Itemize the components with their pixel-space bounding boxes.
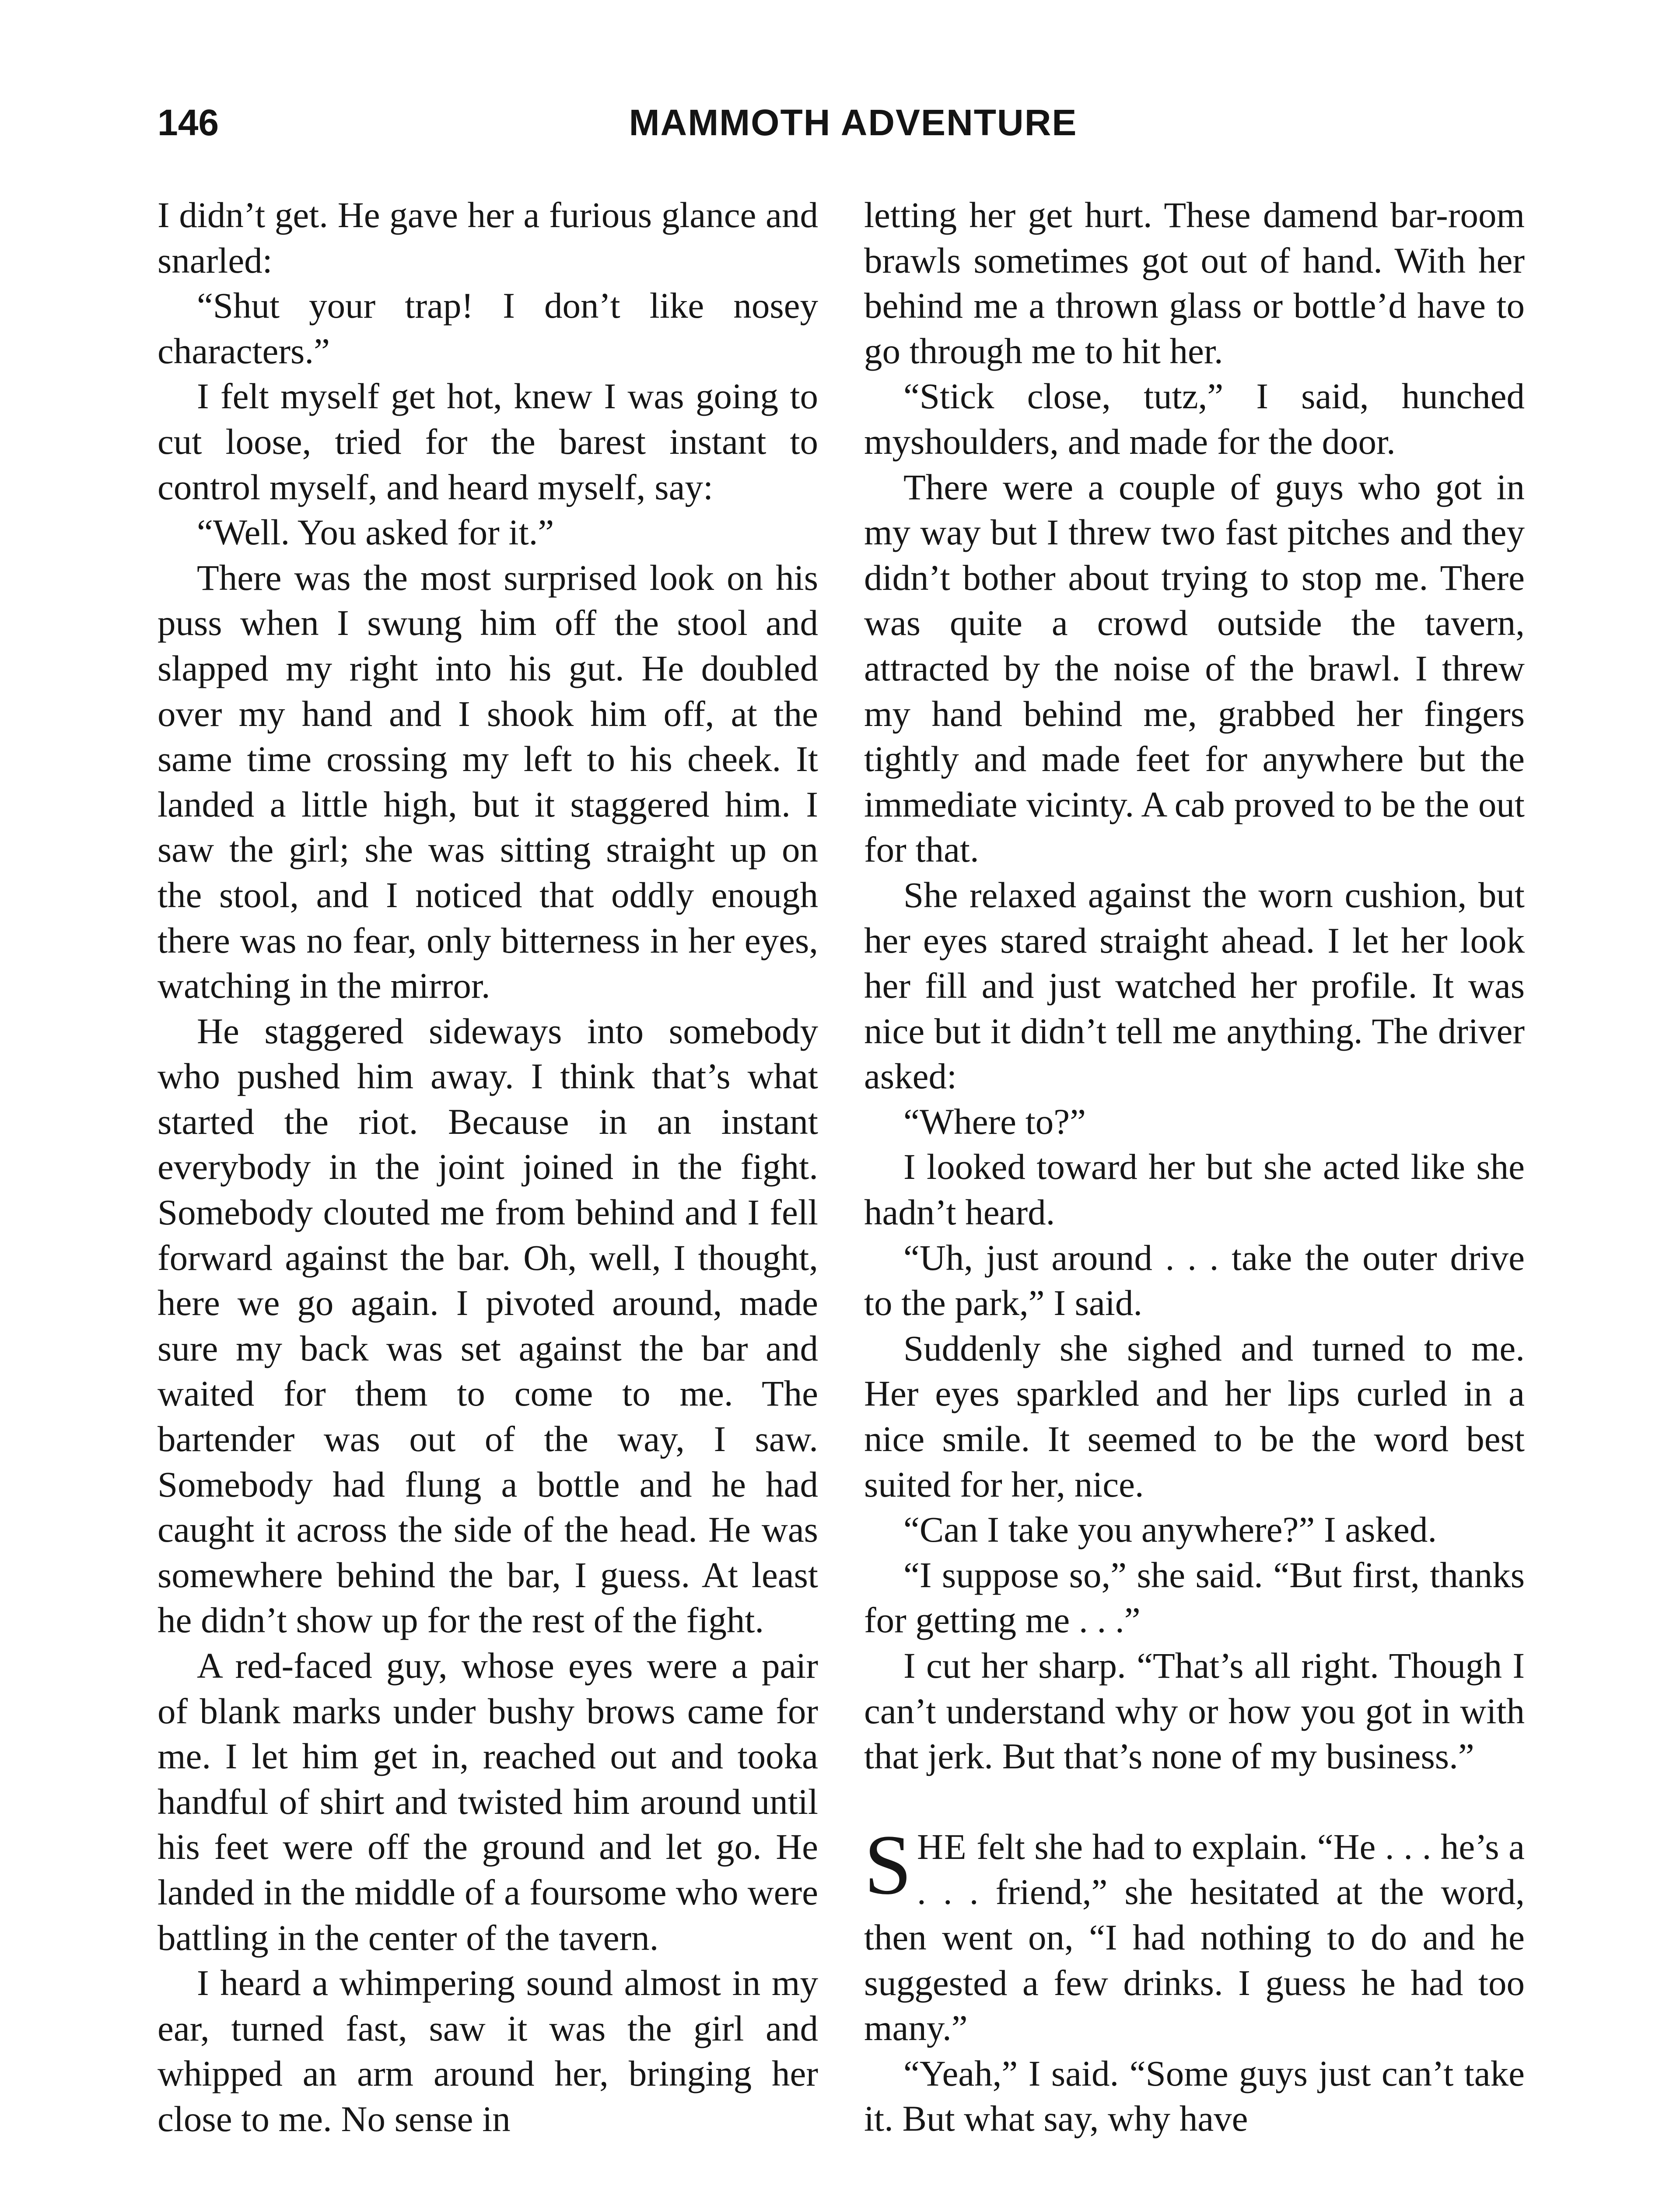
paragraph: There was the most surprised look on his puss when I swung him off the stool and slapped my right into his gut. He doubled over my hand and I shook him off, at the same time crossing my left to his cheek. It landed a little high, but it staggered him. I saw the girl; she was sitting straight up on the stool, and I noticed that oddly enough there was no fear, only bitterness in her eyes, watching in the mirror. xyxy=(158,557,818,1006)
paragraph: He staggered sideways into somebody who pushed him away. I think that’s what started the riot. Because in an instant everybody in the joint joined in the fight. Somebody clouted me from behind and I fell forward against the bar. Oh, well, I thought, here we go again. I pivoted around, made sure my back was set against the bar and waited for them to come to me. The bartender was out of the way, I saw. Somebody had flung a bottle and he had caught it across the side of the head. He was somewhere behind the bar, I guess. At least he didn’t show up for the rest of the fight. xyxy=(158,1010,818,1641)
paragraph: letting her get hurt. These damend bar-room brawls sometimes got out of hand. With her behind me a thrown glass or bottle’d have to go through me to hit her. xyxy=(864,195,1525,371)
paragraph: “Uh, just around . . . take the outer drive to the park,” I said. xyxy=(864,1237,1525,1323)
running-title: MAMMOTH ADVENTURE xyxy=(629,102,1078,143)
section-opening-paragraph xyxy=(864,1817,1525,2051)
paragraph: I looked toward her but she acted like she hadn’t heard. xyxy=(864,1147,1525,1233)
paragraph: “Can I take you anywhere?” I asked. xyxy=(903,1509,1437,1550)
paragraph: There were a couple of guys who got in my way but I threw two fast pitches and they didn’t bother about trying to stop me. There was quite a crowd outside the tavern, attracted by the noise of the brawl. I threw my hand behind me, grabbed her fingers tightly and made feet for anywhere but the immediate vicinty. A cab proved to be the out for that. xyxy=(864,466,1525,870)
paragraph: Suddenly she sighed and turned to me. Her eyes sparkled and her lips curled in a nice smile. It seemed to be the word best suited for her, nice. xyxy=(864,1328,1525,1504)
paragraph: “I suppose so,” she said. “But first, thanks for getting me . . .” xyxy=(864,1554,1525,1641)
paragraph: She relaxed against the worn cushion, but her eyes stared straight ahead. I let her look her fill and just watched her profile. It was nice but it didn’t tell me anything. The driver asked: xyxy=(864,874,1525,1097)
paragraph: A red-faced guy, whose eyes were a pair of blank marks under bushy brows came for me. I let him get in, reached out and tooka handful of shirt and twisted him around until his feet were off the ground and let go. He landed in the middle of a foursome who were battling in the center of the tavern. xyxy=(158,1645,818,1958)
paragraph: “Shut your trap! I don’t like nosey characters.” xyxy=(158,285,818,371)
left-column xyxy=(158,193,818,2142)
paragraph: “Well. You asked for it.” xyxy=(197,512,554,553)
paragraph: “Where to?” xyxy=(903,1101,1086,1142)
paragraph: I heard a whimpering sound almost in my ear, turned fast, saw it was the girl and whipped an arm around her, bringing her close to me. No sense in xyxy=(158,1963,818,2139)
drop-cap: S xyxy=(864,1817,912,1912)
paragraph: I cut her sharp. “That’s all right. Though I can’t understand why or how you got in with that jerk. But that’s none of my business.” xyxy=(864,1645,1525,1777)
paragraph: “Stick close, tutz,” I said, hunched myshoulders, and made for the door. xyxy=(864,376,1525,462)
paragraph: I didn’t get. He gave her a furious glance and snarled: xyxy=(158,195,818,281)
paragraph: “Yeah,” I said. “Some guys just can’t take it. But what say, why have xyxy=(864,2053,1525,2139)
paragraph: I felt myself get hot, knew I was going to cut loose, tried for the barest instant to control myself, and heard myself, say: xyxy=(158,376,818,507)
page-number: 146 xyxy=(158,102,219,143)
lead-in-caps: HE xyxy=(917,1826,967,1867)
section-text: felt she had to explain. “He . . . he’s a . . . friend,” she hesitated at the word, then went on, “I had nothing to do and he suggested a few drinks. I guess he had too many.” xyxy=(864,1826,1525,2048)
right-column xyxy=(864,193,1525,2142)
